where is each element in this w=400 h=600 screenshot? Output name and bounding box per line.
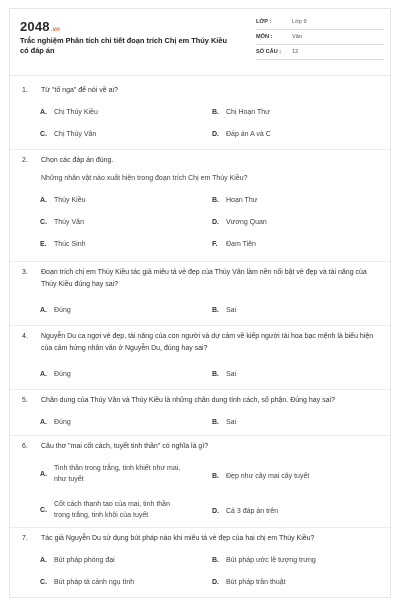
option-text: Thúc Sinh <box>54 241 86 248</box>
option-a[interactable] <box>40 463 180 485</box>
option-text: Bút pháp ước lệ tượng trưng <box>226 557 316 564</box>
option-b[interactable] <box>212 473 309 480</box>
option-text: Sai <box>226 307 237 314</box>
option-d[interactable] <box>212 579 286 586</box>
option-b[interactable] <box>212 371 236 378</box>
question-divider <box>10 389 390 390</box>
option-text: Đạm Tiên <box>226 241 256 248</box>
option-letter: B. <box>212 419 219 426</box>
option-letter: D. <box>212 579 219 586</box>
question-text: Câu thơ "mai cốt cách, tuyết tinh thần" có nghĩa là gì? <box>41 443 209 450</box>
option-letter: A. <box>40 557 47 564</box>
question-text: Nguyễn Du ca ngợi vẻ đẹp, tài năng của con người và dự cảm về kiếp người tài hoa bạc mệnh là biểu hiện của cảm hứng nhân văn ở Nguyễn Du, đúng hay sai? <box>41 333 374 352</box>
option-c[interactable] <box>40 131 96 138</box>
option-a[interactable] <box>40 371 71 378</box>
option-b[interactable] <box>212 419 236 426</box>
option-letter: D. <box>212 219 219 226</box>
option-letter: B. <box>212 307 219 314</box>
option-letter: A. <box>40 470 47 478</box>
option-b[interactable] <box>212 197 257 204</box>
option-text-line: Tinh thần trong trắng, tinh khiết như mai, <box>54 465 181 472</box>
question-divider <box>10 325 390 326</box>
option-letter: E. <box>40 241 47 248</box>
question-number: 7. <box>22 535 28 542</box>
option-e[interactable] <box>40 241 86 248</box>
option-letter: A. <box>40 371 47 378</box>
option-a[interactable] <box>40 109 98 116</box>
option-b[interactable] <box>212 307 236 314</box>
option-letter: B. <box>212 557 219 564</box>
option-text: Sai <box>226 371 237 378</box>
option-letter: C. <box>40 131 47 138</box>
option-letter: C. <box>40 219 47 226</box>
option-letter: A. <box>40 197 47 204</box>
meta-value: Lớp 9 <box>292 19 307 25</box>
option-letter: D. <box>212 131 219 138</box>
option-d[interactable] <box>212 131 271 138</box>
option-letter: D. <box>212 508 219 515</box>
option-text: Đẹp như cây mai cây tuyết <box>226 473 310 480</box>
logo-text: 2048 <box>20 19 50 34</box>
meta-key: SỐ CÂU : <box>256 49 282 55</box>
option-text: Bút pháp tả cảnh ngụ tình <box>54 579 135 586</box>
option-text: Chị Thúy Kiều <box>54 109 98 116</box>
question-text: Từ "tố nga" để nói về ai? <box>41 87 118 94</box>
option-text: Cả 3 đáp án trên <box>226 508 279 515</box>
option-a[interactable] <box>40 307 71 314</box>
question-number: 3. <box>22 269 28 276</box>
meta-info <box>256 15 384 60</box>
option-text: Sai <box>226 419 237 426</box>
option-letter: A. <box>40 109 47 116</box>
option-letter: F. <box>212 241 218 248</box>
header <box>10 9 390 73</box>
option-b[interactable] <box>212 557 316 564</box>
question-number: 6. <box>22 443 28 450</box>
option-letter: A. <box>40 307 47 314</box>
site-logo[interactable] <box>20 19 60 34</box>
option-d[interactable] <box>212 508 278 515</box>
question-subtext: Những nhân vật nào xuất hiện trong đoạn trích Chị em Thúy Kiều? <box>41 175 248 182</box>
logo-suffix: .vn <box>50 27 61 33</box>
option-text: Chị Hoạn Thư <box>226 109 270 116</box>
question-text: Chọn các đáp án đúng. <box>41 157 114 164</box>
header-divider <box>10 75 390 76</box>
option-b[interactable] <box>212 109 270 116</box>
meta-key: LỚP : <box>256 19 272 25</box>
option-c[interactable] <box>40 499 170 521</box>
question-divider <box>10 435 390 436</box>
meta-value: Văn <box>292 34 302 40</box>
option-a[interactable] <box>40 557 115 564</box>
question-divider <box>10 149 390 150</box>
option-letter: C. <box>40 506 47 514</box>
question-number: 2. <box>22 157 28 164</box>
meta-row-subject <box>256 30 384 45</box>
option-letter: B. <box>212 109 219 116</box>
option-letter: A. <box>40 419 47 426</box>
worksheet-page <box>9 8 391 598</box>
option-text-line: như tuyết <box>54 476 84 483</box>
option-text <box>54 463 180 485</box>
question-text: Chân dung của Thúy Vân và Thúy Kiều là những chân dung tính cách, số phận. Đúng hay sai? <box>41 397 335 404</box>
option-d[interactable] <box>212 219 267 226</box>
option-text: Bút pháp trần thuật <box>226 579 286 586</box>
question-divider <box>10 261 390 262</box>
option-letter: B. <box>212 473 219 480</box>
meta-key: MÔN : <box>256 34 273 40</box>
option-text: Hoạn Thư <box>226 197 258 204</box>
option-text: Thúy Kiều <box>54 197 86 204</box>
option-c[interactable] <box>40 219 84 226</box>
option-text: Đáp án A và C <box>226 131 271 138</box>
question-text: Đoạn trích chị em Thúy Kiều tác giả miêu tả vẻ đẹp của Thúy Vân làm nền nổi bật vẻ đẹp và tài năng của Thúy Kiều đúng hay sai? <box>41 269 367 288</box>
option-a[interactable] <box>40 419 71 426</box>
option-letter: B. <box>212 371 219 378</box>
option-text-line: trong trắng, tinh khôi của tuyết <box>54 512 149 519</box>
option-text: Chị Thúy Vân <box>54 131 97 138</box>
option-f[interactable] <box>212 241 256 248</box>
option-text: Đúng <box>54 419 71 426</box>
question-text: Tác giả Nguyễn Du sử dụng bút pháp nào khi miêu tả vẻ đẹp của hai chị em Thúy Kiều? <box>41 535 315 542</box>
option-text: Đúng <box>54 307 71 314</box>
meta-value: 12 <box>292 49 299 55</box>
option-c[interactable] <box>40 579 134 586</box>
option-text: Đúng <box>54 371 71 378</box>
page-title: Trắc nghiệm Phân tích chi tiết đoạn trích Chị em Thúy Kiều có đáp án <box>20 36 227 55</box>
option-letter: B. <box>212 197 219 204</box>
option-text: Bút pháp phóng đại <box>54 557 115 564</box>
question-number: 5. <box>22 397 28 404</box>
option-letter: C. <box>40 579 47 586</box>
meta-row-count <box>256 45 384 60</box>
option-text: Vương Quan <box>226 219 267 226</box>
question-number: 1. <box>22 87 28 94</box>
option-text: Thúy Vân <box>54 219 84 226</box>
question-divider <box>10 527 390 528</box>
option-text-line: Cốt cách thanh tao của mai, tinh thần <box>54 501 170 508</box>
option-text <box>54 499 170 521</box>
meta-row-class <box>256 15 384 30</box>
option-a[interactable] <box>40 197 86 204</box>
question-number: 4. <box>22 333 28 340</box>
